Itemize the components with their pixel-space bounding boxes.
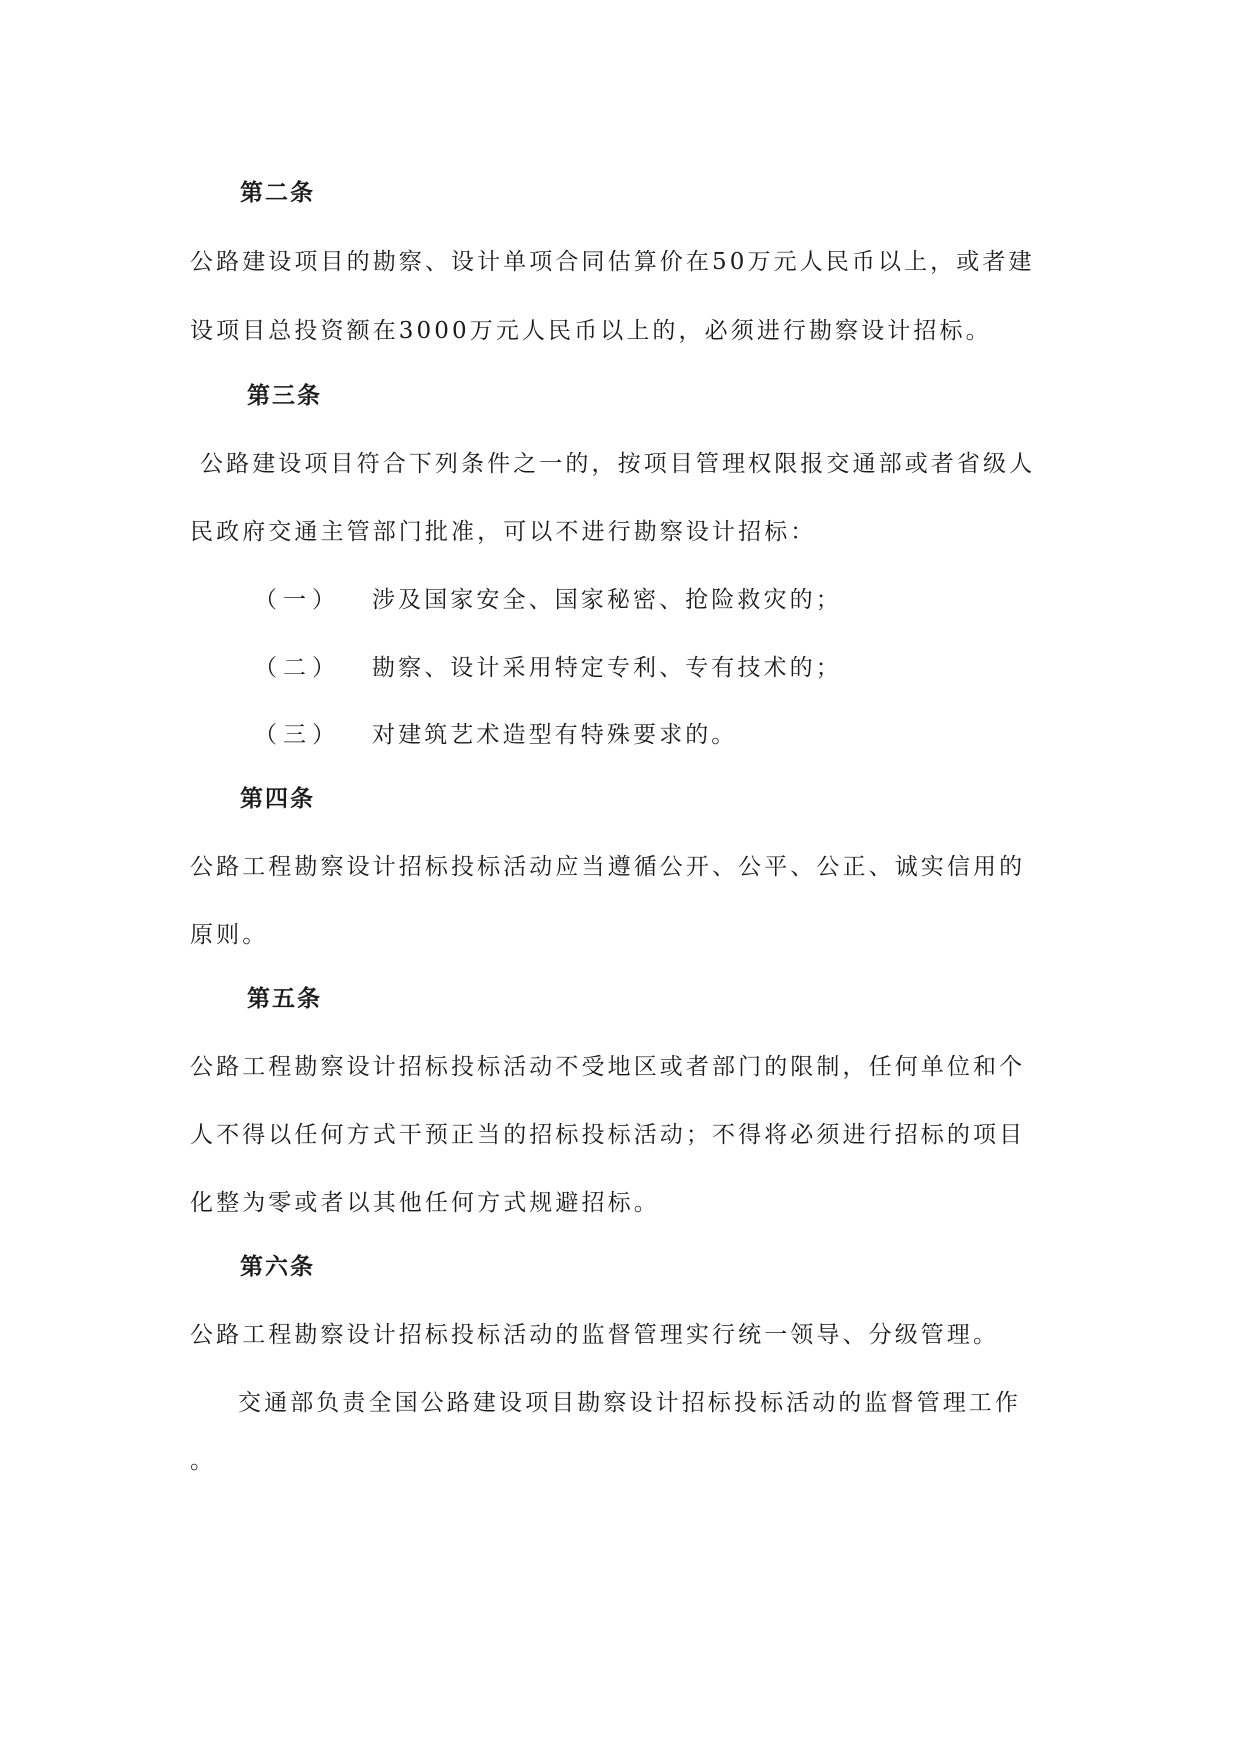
article-5-line-3: 化整为零或者以其他任何方式规避招标。 (190, 1190, 660, 1216)
article-2-heading: 第二条 (240, 179, 315, 206)
article-6-line-3: 。 (190, 1448, 217, 1474)
article-5-heading: 第五条 (247, 985, 322, 1012)
article-3-item-2-text: 勘察、设计采用特定专利、专有技术的； (372, 655, 842, 681)
article-5-line-2: 人不得以任何方式干预正当的招标投标活动；不得将必须进行招标的项目 (190, 1122, 1026, 1148)
article-5-line-1: 公路工程勘察设计招标投标活动不受地区或者部门的限制，任何单位和个 (190, 1054, 1026, 1080)
article-2-line-2: 设项目总投资额在3000万元人民币以上的，必须进行勘察设计招标。 (190, 318, 992, 344)
article-6-heading: 第六条 (240, 1253, 315, 1280)
article-4-line-2: 原则。 (190, 922, 269, 948)
article-3-item-1-text: 涉及国家安全、国家秘密、抢险救灾的； (372, 587, 842, 613)
article-3-line-2: 民政府交通主管部门批准，可以不进行勘察设计招标： (190, 519, 817, 545)
article-3-item-1-marker: （一） (254, 587, 341, 613)
article-4-line-1: 公路工程勘察设计招标投标活动应当遵循公开、公平、公正、诚实信用的 (190, 854, 1026, 880)
article-3-heading: 第三条 (247, 382, 322, 409)
article-6-line-1: 公路工程勘察设计招标投标活动的监督管理实行统一领导、分级管理。 (190, 1322, 1000, 1348)
article-3-item-3-text: 对建筑艺术造型有特殊要求的。 (372, 722, 738, 748)
article-6-line-2: 交通部负责全国公路建设项目勘察设计招标投标活动的监督管理工作 (238, 1390, 1021, 1416)
article-3-line-1: 公路建设项目符合下列条件之一的，按项目管理权限报交通部或者省级人 (200, 451, 1036, 477)
article-3-item-3-marker: （三） (254, 722, 341, 748)
article-3-item-2-marker: （二） (254, 655, 341, 681)
article-4-heading: 第四条 (240, 785, 315, 812)
article-2-line-1: 公路建设项目的勘察、设计单项合同估算价在50万元人民币以上，或者建 (190, 249, 1035, 275)
